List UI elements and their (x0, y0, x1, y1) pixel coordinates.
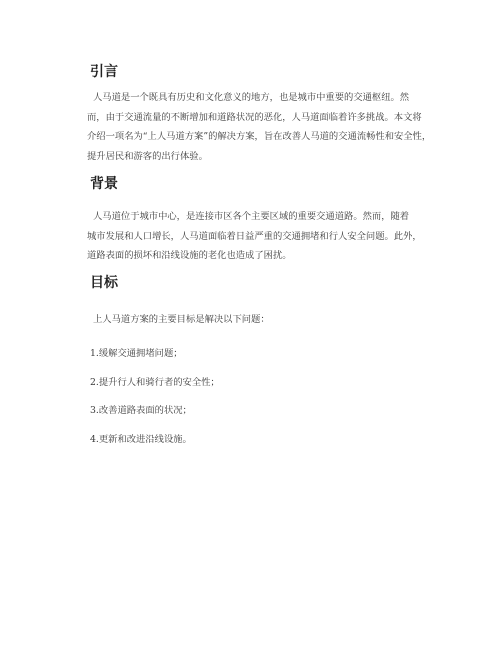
paragraph-line: 人马道是一个既具有历史和文化意义的地方，也是城市中重要的交通枢纽。然 (93, 92, 410, 103)
goal-list-item: 3.改善道路表面的状况； (90, 405, 192, 416)
paragraph-line: 道路表面的损坏和沿线设施的老化也造成了困扰。 (87, 250, 292, 261)
paragraph-line: 提升居民和游客的出行体验。 (87, 150, 208, 162)
background-paragraph (87, 207, 442, 266)
section-heading-background: 背景 (90, 176, 118, 192)
introduction-paragraph (87, 88, 442, 166)
paragraph-line: 城市发展和人口增长，人马道面临着日益严重的交通拥堵和行人安全问题。此外， (87, 230, 422, 242)
paragraph-line: 介绍一项名为“上人马道方案”的解决方案，旨在改善人马道的交通流畅性和安全性， (87, 131, 432, 142)
goal-list-item: 4.更新和改进沿线设施。 (90, 434, 192, 445)
goal-list-item: 2.提升行人和骑行者的安全性； (90, 377, 220, 388)
goal-list-item: 1.缓解交通拥堵问题； (90, 348, 183, 359)
section-heading-goals: 目标 (90, 275, 118, 291)
paragraph-line: 而，由于交通流量的不断增加和道路状况的恶化，人马道面临着许多挑战。本文将 (87, 111, 422, 123)
section-heading-introduction: 引言 (90, 64, 118, 80)
goals-intro: 上人马道方案的主要目标是解决以下问题： (93, 314, 270, 325)
paragraph-line: 人马道位于城市中心，是连接市区各个主要区域的重要交通道路。然而，随着 (93, 211, 410, 222)
